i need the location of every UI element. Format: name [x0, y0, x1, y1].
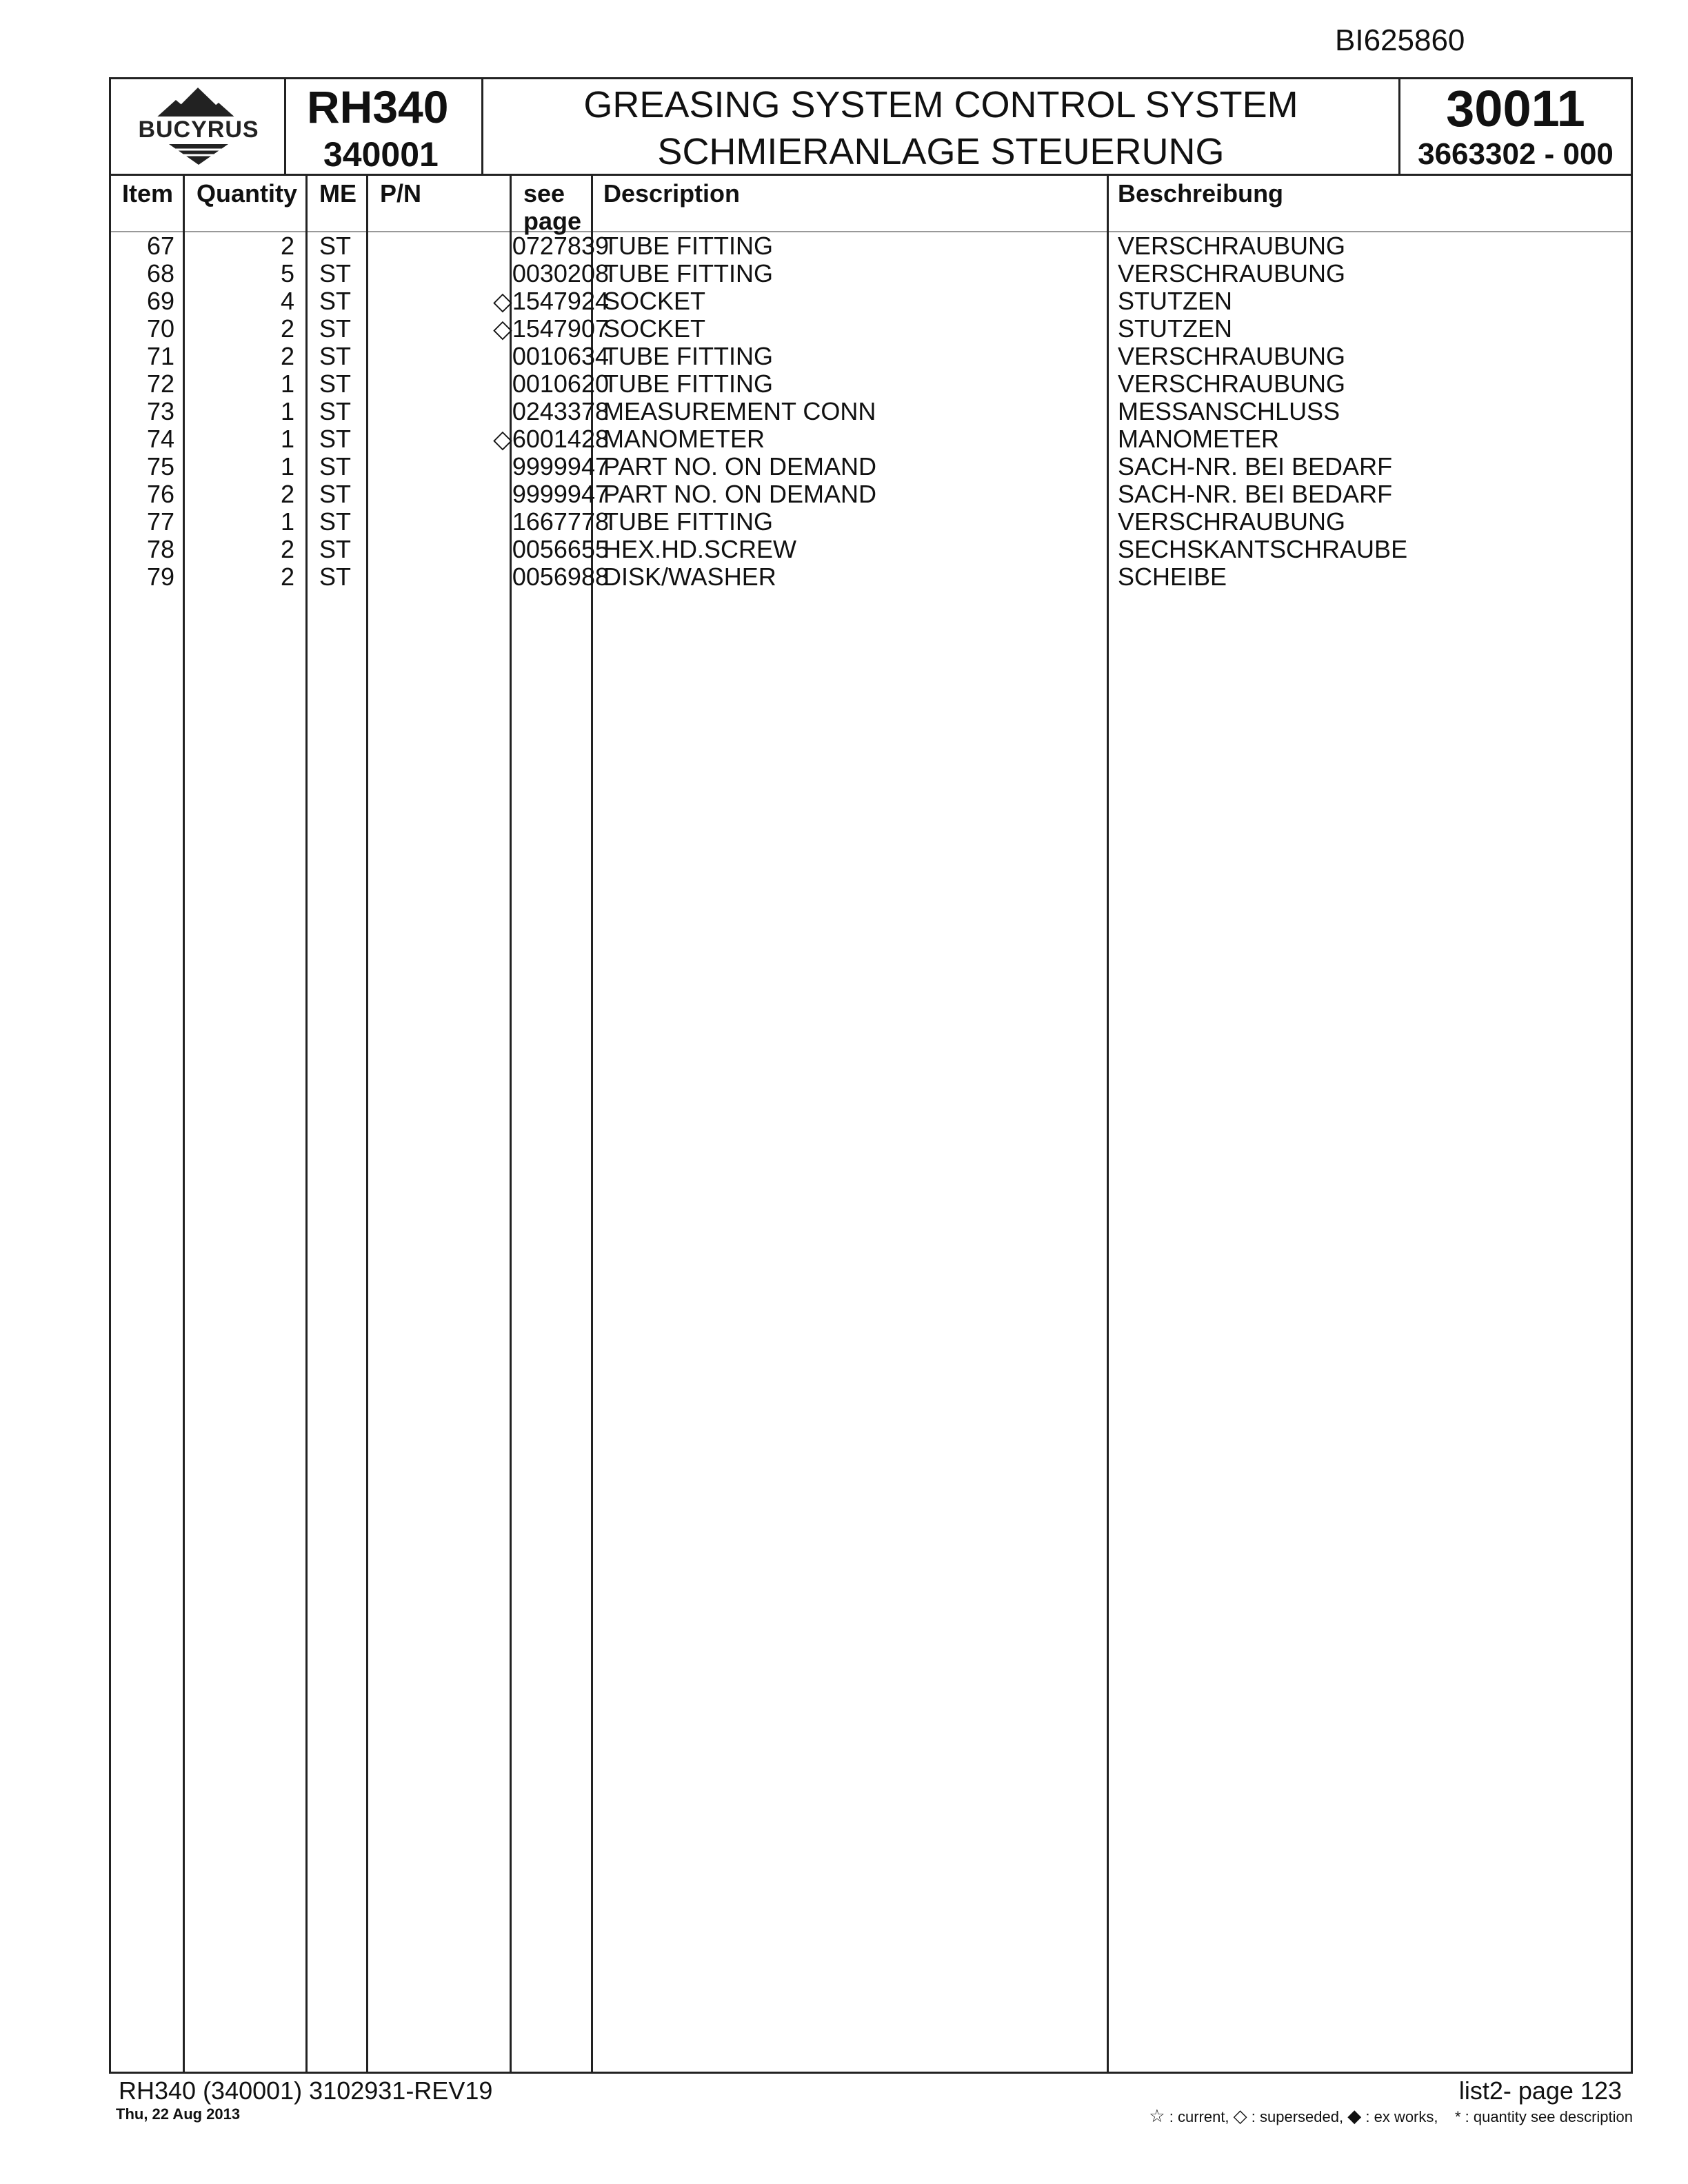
- part-number-cell: 0056655: [512, 535, 609, 563]
- diamond-filled-icon: ◆: [1347, 2105, 1362, 2126]
- bucyrus-logo: [121, 83, 277, 169]
- me-cell: ST: [319, 232, 352, 260]
- title-german: SCHMIERANLAGE STEUERUNG: [657, 131, 1225, 172]
- legend-quantity: * : quantity see description: [1454, 2108, 1633, 2125]
- legend-superseded: : superseded,: [1251, 2108, 1344, 2125]
- quantity-cell: 1: [280, 397, 294, 425]
- me-cell: ST: [319, 287, 352, 315]
- quantity-cell: 2: [280, 563, 294, 591]
- quantity-cell: 2: [280, 232, 294, 260]
- part-number-cell: ◇1547907: [493, 314, 609, 343]
- beschreibung-cell: VERSCHRAUBUNG: [1118, 370, 1346, 398]
- table-row: [111, 563, 1631, 591]
- me-cell: ST: [319, 370, 352, 398]
- item-cell: 78: [146, 535, 174, 563]
- item-cell: 73: [146, 397, 174, 425]
- model-cell: [286, 79, 483, 174]
- quantity-cell: 1: [280, 370, 294, 398]
- quantity-cell: 2: [280, 342, 294, 370]
- group-number: 30011: [1446, 80, 1585, 137]
- column-item: Item: [122, 179, 174, 208]
- quantity-cell: 1: [280, 425, 294, 453]
- column-beschreibung: Beschreibung: [1118, 179, 1284, 208]
- part-number-cell: 0727839: [512, 232, 609, 260]
- table-row: [111, 425, 1631, 453]
- part-number-cell: 0243378: [512, 397, 609, 425]
- me-cell: ST: [319, 480, 352, 508]
- legend-ex-works: : ex works,: [1365, 2108, 1438, 2125]
- logo-cell: [111, 79, 286, 174]
- quantity-cell: 2: [280, 480, 294, 508]
- beschreibung-cell: SACH-NR. BEI BEDARF: [1118, 452, 1393, 481]
- description-cell: MANOMETER: [603, 425, 765, 453]
- table-row: [111, 343, 1631, 370]
- title-cell: [483, 79, 1400, 174]
- description-cell: TUBE FITTING: [603, 507, 773, 536]
- legend-current: : current,: [1169, 2108, 1229, 2125]
- me-cell: ST: [319, 397, 352, 425]
- part-number-cell: 0030208: [512, 259, 609, 287]
- column-description: Description: [603, 179, 741, 208]
- footer-date: Thu, 22 Aug 2013: [116, 2105, 241, 2123]
- star-outline-icon: ☆: [1149, 2105, 1165, 2126]
- item-cell: 76: [146, 480, 174, 508]
- description-cell: DISK/WASHER: [603, 563, 776, 591]
- beschreibung-cell: MESSANSCHLUSS: [1118, 397, 1340, 425]
- parts-list-frame: [109, 77, 1633, 2074]
- item-cell: 79: [146, 563, 174, 591]
- part-number-cell: 0010620: [512, 370, 609, 398]
- beschreibung-cell: MANOMETER: [1118, 425, 1279, 453]
- description-cell: MEASUREMENT CONN: [603, 397, 876, 425]
- description-cell: TUBE FITTING: [603, 259, 773, 287]
- item-cell: 77: [146, 507, 174, 536]
- item-cell: 68: [146, 259, 174, 287]
- table-row: [111, 536, 1631, 563]
- beschreibung-cell: VERSCHRAUBUNG: [1118, 232, 1346, 260]
- beschreibung-cell: STUTZEN: [1118, 287, 1232, 315]
- item-cell: 69: [146, 287, 174, 315]
- beschreibung-cell: SACH-NR. BEI BEDARF: [1118, 480, 1393, 508]
- beschreibung-cell: SECHSKANTSCHRAUBE: [1118, 535, 1408, 563]
- me-cell: ST: [319, 563, 352, 591]
- quantity-cell: 1: [280, 507, 294, 536]
- description-cell: PART NO. ON DEMAND: [603, 452, 877, 481]
- header-row: [111, 79, 1631, 176]
- table-row: [111, 508, 1631, 536]
- quantity-cell: 4: [280, 287, 294, 315]
- table-row: [111, 481, 1631, 508]
- me-cell: ST: [319, 425, 352, 453]
- part-number-cell: ◇1547924: [493, 287, 609, 315]
- me-cell: ST: [319, 314, 352, 343]
- table-row: [111, 260, 1631, 287]
- item-cell: 75: [146, 452, 174, 481]
- group-number-cell: [1400, 79, 1631, 174]
- me-cell: ST: [319, 535, 352, 563]
- quantity-cell: 2: [280, 535, 294, 563]
- table-row: [111, 232, 1631, 260]
- column-header-row: [111, 176, 1631, 235]
- quantity-cell: 2: [280, 314, 294, 343]
- me-cell: ST: [319, 342, 352, 370]
- table-row: [111, 370, 1631, 398]
- column-me: ME: [319, 179, 356, 208]
- model-serial: 340001: [323, 135, 439, 174]
- description-cell: PART NO. ON DEMAND: [603, 480, 877, 508]
- description-cell: TUBE FITTING: [603, 342, 773, 370]
- footer-doc-ref: RH340 (340001) 3102931-REV19: [119, 2076, 493, 2105]
- beschreibung-cell: VERSCHRAUBUNG: [1118, 259, 1346, 287]
- document-id: BI625860: [1335, 23, 1465, 57]
- footer-page-number: list2- page 123: [1458, 2076, 1622, 2105]
- beschreibung-cell: VERSCHRAUBUNG: [1118, 507, 1346, 536]
- part-number-cell: 0010634: [512, 342, 609, 370]
- me-cell: ST: [319, 507, 352, 536]
- part-number-cell: 0056988: [512, 563, 609, 591]
- beschreibung-cell: VERSCHRAUBUNG: [1118, 342, 1346, 370]
- column-pn: P/N: [380, 179, 422, 208]
- me-cell: ST: [319, 259, 352, 287]
- footer-legend: [1149, 2105, 1633, 2127]
- description-cell: SOCKET: [603, 314, 706, 343]
- me-cell: ST: [319, 452, 352, 481]
- beschreibung-cell: SCHEIBE: [1118, 563, 1227, 591]
- part-number-cell: 1667778: [512, 507, 609, 536]
- beschreibung-cell: STUTZEN: [1118, 314, 1232, 343]
- description-cell: SOCKET: [603, 287, 706, 315]
- part-number-cell: 9999947: [512, 452, 609, 481]
- model-name: RH340: [307, 81, 449, 132]
- drawing-number: 3663302 - 000: [1418, 137, 1614, 171]
- table-row: [111, 315, 1631, 343]
- description-cell: HEX.HD.SCREW: [603, 535, 797, 563]
- quantity-cell: 5: [280, 259, 294, 287]
- item-cell: 70: [146, 314, 174, 343]
- title-english: GREASING SYSTEM CONTROL SYSTEM: [583, 84, 1298, 125]
- table-row: [111, 453, 1631, 481]
- item-cell: 71: [146, 342, 174, 370]
- part-number-cell: ◇6001428: [493, 425, 609, 453]
- item-cell: 72: [146, 370, 174, 398]
- logo-text: BUCYRUS: [138, 117, 259, 143]
- parts-rows: [111, 232, 1631, 591]
- column-quantity: Quantity: [197, 179, 298, 208]
- table-row: [111, 287, 1631, 315]
- item-cell: 74: [146, 425, 174, 453]
- table-row: [111, 398, 1631, 425]
- quantity-cell: 1: [280, 452, 294, 481]
- column-see-page: see page: [523, 179, 582, 235]
- diamond-outline-icon: ◇: [1233, 2105, 1247, 2126]
- part-number-cell: 9999947: [512, 480, 609, 508]
- item-cell: 67: [146, 232, 174, 260]
- description-cell: TUBE FITTING: [603, 232, 773, 260]
- description-cell: TUBE FITTING: [603, 370, 773, 398]
